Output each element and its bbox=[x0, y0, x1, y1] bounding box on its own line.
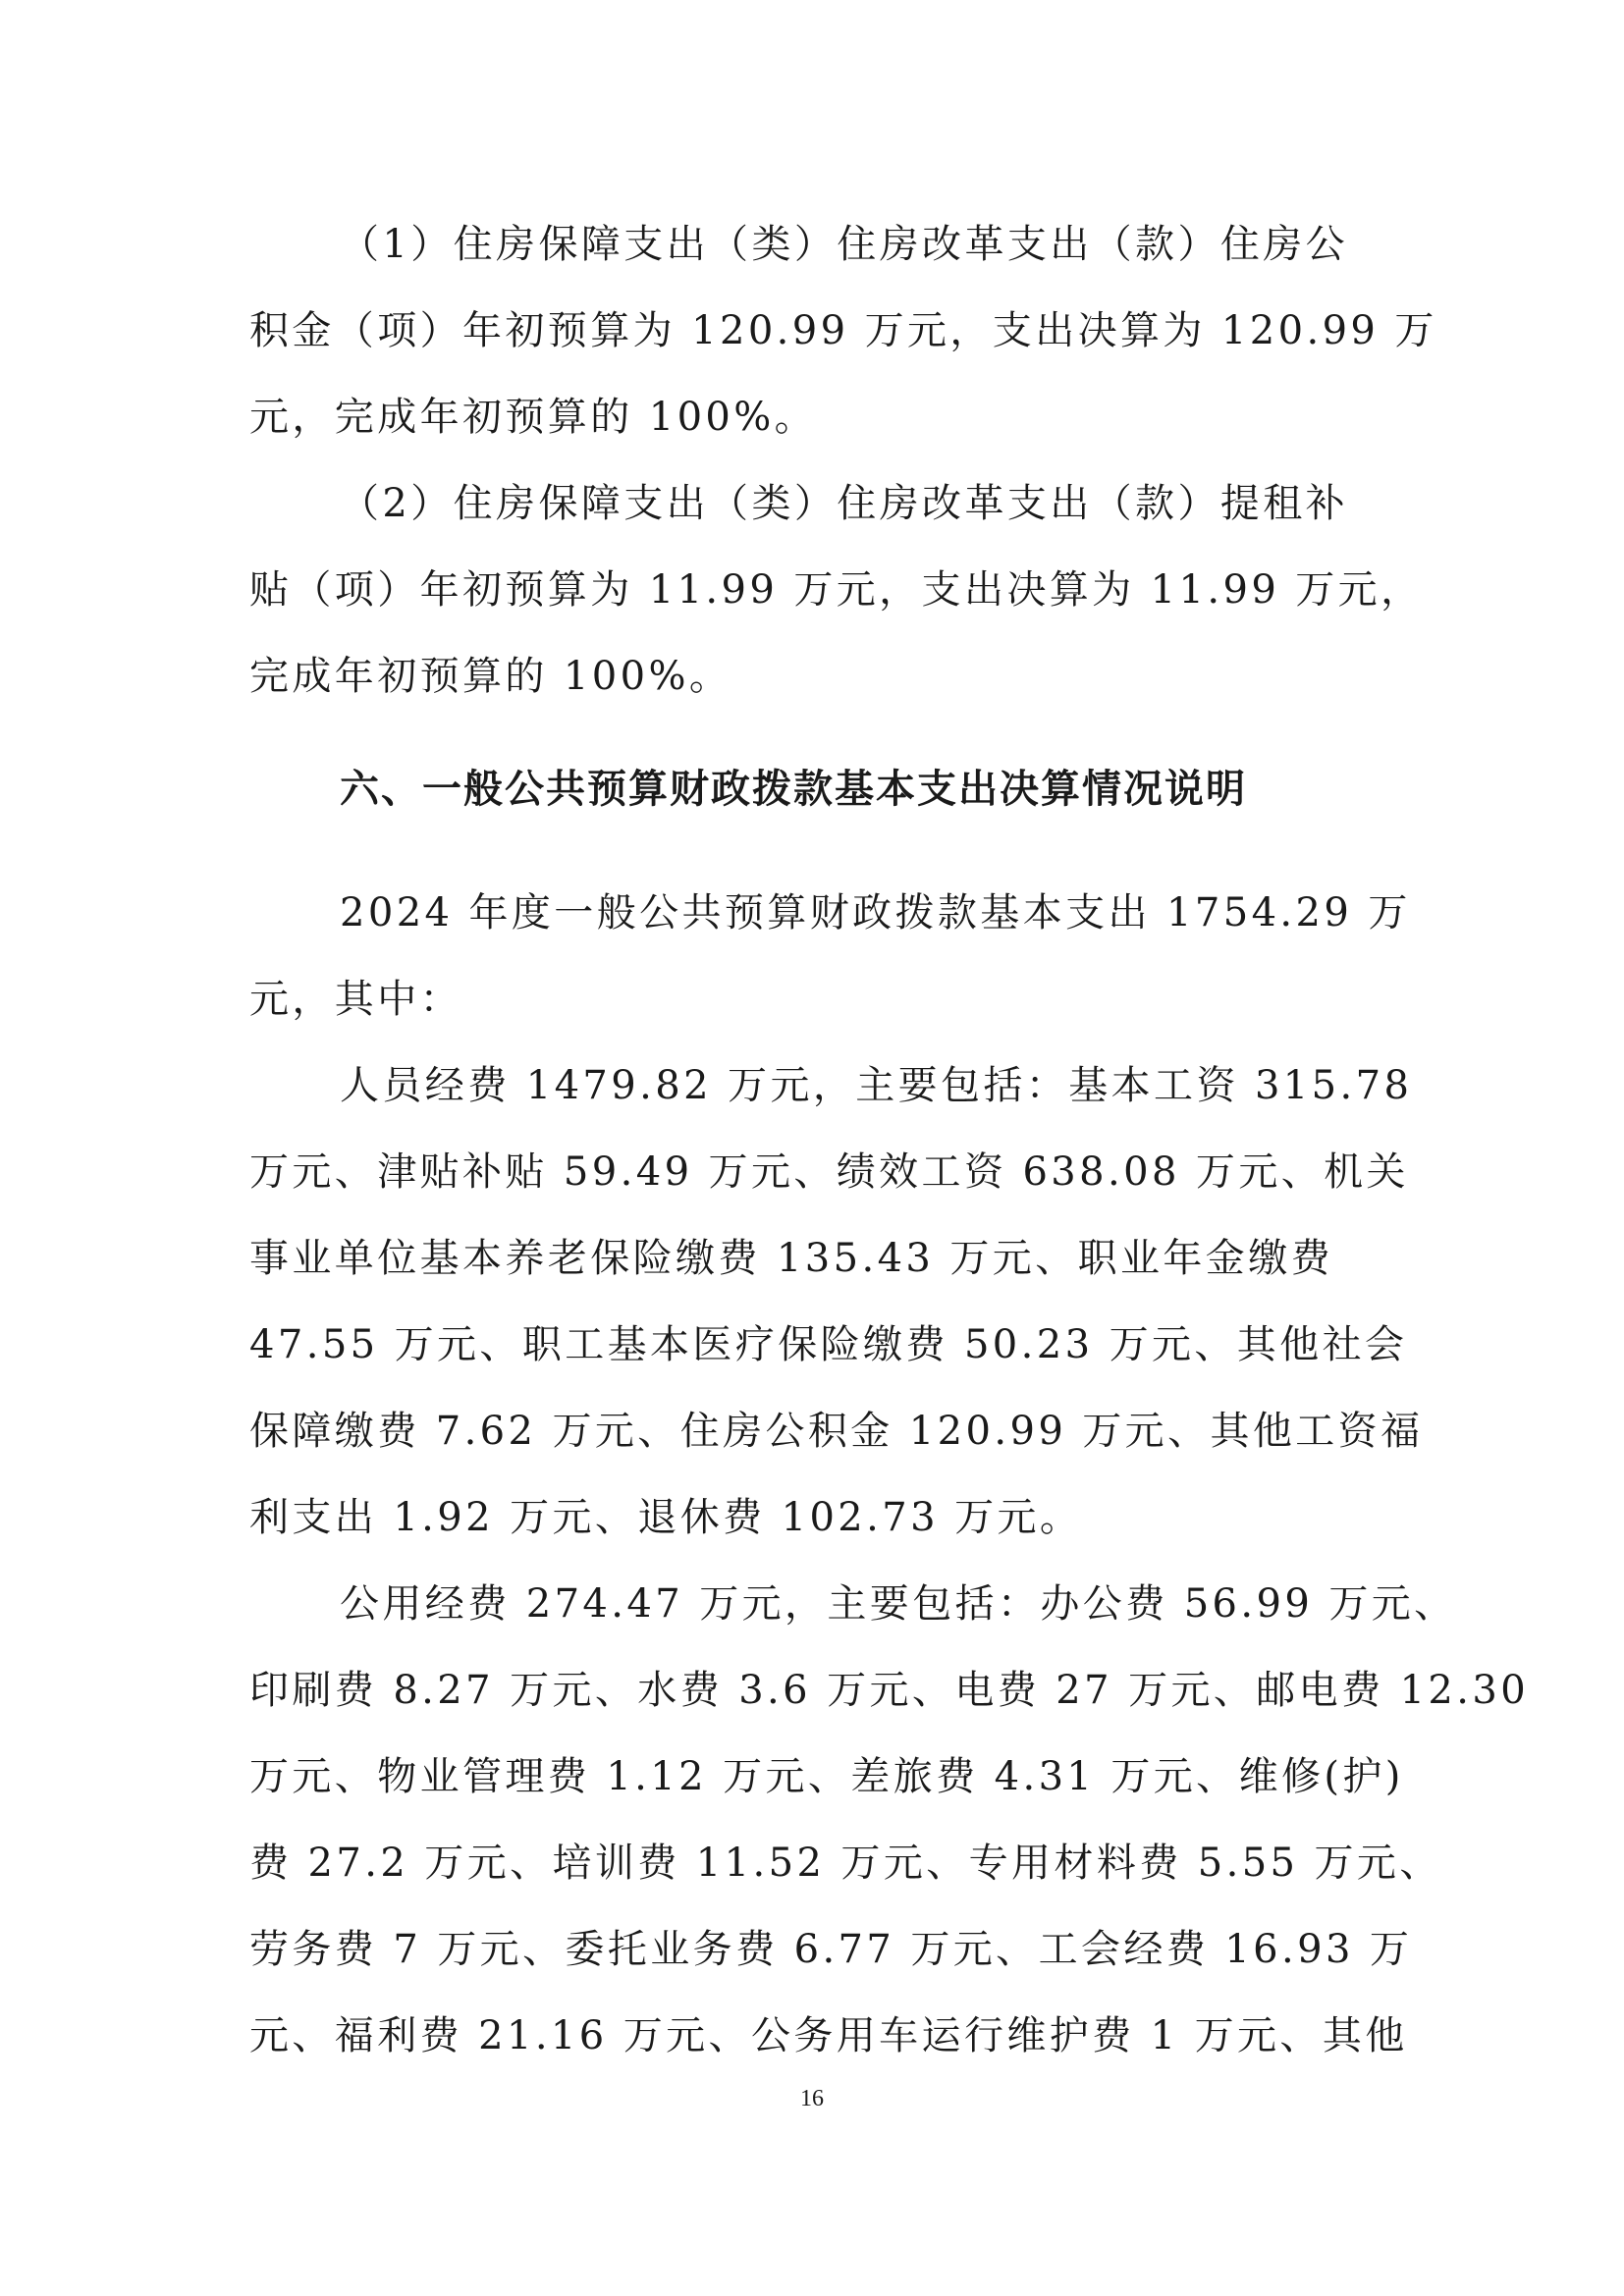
paragraph-line: （1）住房保障支出（类）住房改革支出（款）住房公 bbox=[340, 222, 1349, 267]
paragraph-line: 利支出 1.92 万元、退休费 102.73 万元。 bbox=[249, 1495, 1083, 1540]
paragraph-line: 万元、物业管理费 1.12 万元、差旅费 4.31 万元、维修(护) bbox=[249, 1754, 1404, 1799]
paragraph-line: 贴（项）年初预算为 11.99 万元，支出决算为 11.99 万元， bbox=[249, 567, 1424, 613]
paragraph-line: 费 27.2 万元、培训费 11.52 万元、专用材料费 5.55 万元、 bbox=[249, 1841, 1442, 1886]
paragraph-line: 保障缴费 7.62 万元、住房公积金 120.99 万元、其他工资福 bbox=[249, 1409, 1424, 1454]
paragraph-line: 47.55 万元、职工基本医疗保险缴费 50.23 万元、其他社会 bbox=[249, 1322, 1408, 1367]
paragraph-line: 元，完成年初预算的 100%。 bbox=[249, 395, 818, 440]
paragraph-line: 元、福利费 21.16 万元、公务用车运行维护费 1 万元、其他 bbox=[249, 2013, 1408, 2058]
paragraph-line: 万元、津贴补贴 59.49 万元、绩效工资 638.08 万元、机关 bbox=[249, 1149, 1409, 1195]
paragraph-line: 劳务费 7 万元、委托业务费 6.77 万元、工会经费 16.93 万 bbox=[249, 1927, 1413, 1972]
paragraph-line: 积金（项）年初预算为 120.99 万元，支出决算为 120.99 万 bbox=[249, 308, 1437, 353]
paragraph-line: 元，其中： bbox=[249, 977, 462, 1022]
paragraph-line: 2024 年度一般公共预算财政拨款基本支出 1754.29 万 bbox=[340, 890, 1411, 935]
paragraph-line: （2）住房保障支出（类）住房改革支出（款）提租补 bbox=[340, 481, 1349, 526]
paragraph-line: 完成年初预算的 100%。 bbox=[249, 654, 732, 699]
paragraph-line: 人员经费 1479.82 万元，主要包括：基本工资 315.78 bbox=[340, 1063, 1413, 1108]
paragraph-line: 事业单位基本养老保险缴费 135.43 万元、职业年金缴费 bbox=[249, 1236, 1333, 1281]
paragraph-line: 印刷费 8.27 万元、水费 3.6 万元、电费 27 万元、邮电费 12.30 bbox=[249, 1668, 1530, 1713]
page-number: 16 bbox=[800, 2086, 824, 2111]
section-heading: 六、一般公共预算财政拨款基本支出决算情况说明 bbox=[340, 767, 1247, 812]
paragraph-line: 公用经费 274.47 万元，主要包括：办公费 56.99 万元、 bbox=[340, 1581, 1457, 1627]
